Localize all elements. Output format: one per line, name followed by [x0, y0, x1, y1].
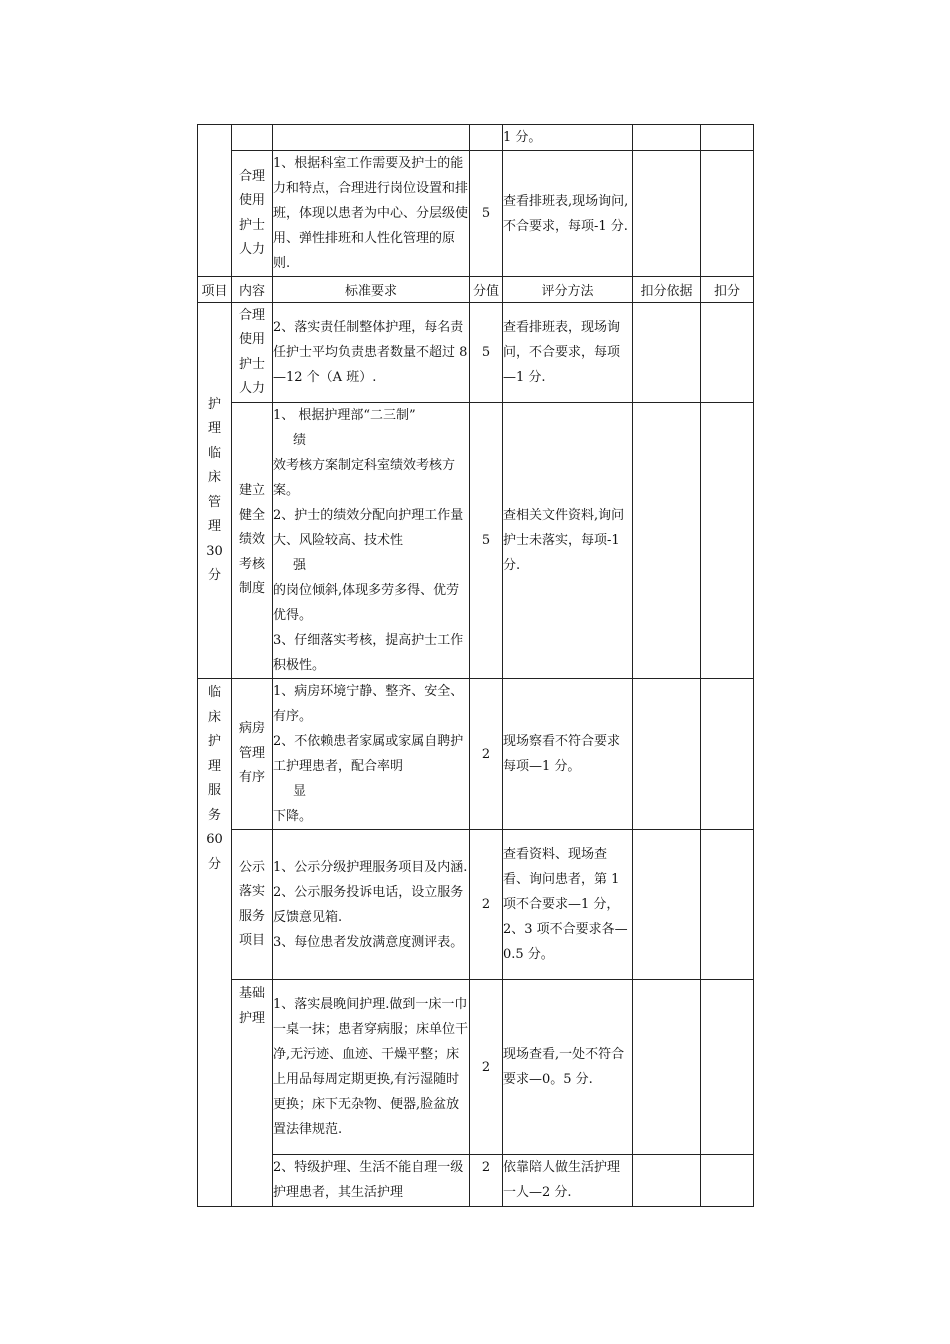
- header-content: 内容: [232, 277, 273, 303]
- row0-content-cell: [232, 125, 273, 151]
- row2-deduction-cell: [701, 303, 754, 403]
- row3-standard-cell: [273, 403, 470, 679]
- section2-l2: 床: [207, 709, 221, 725]
- row4-standard-cell: [273, 679, 470, 830]
- row0-method-cell: [503, 125, 633, 151]
- section2-l6: 务: [207, 807, 221, 823]
- row0-basis-cell: [633, 125, 701, 151]
- section1-l3: 临: [207, 445, 221, 461]
- section2-l1: 临: [207, 685, 221, 700]
- row6-content-l1: 基础: [238, 986, 265, 1001]
- row6-method-text: 现场查看,一处不符合要求—0。5 分.: [503, 1047, 625, 1087]
- row6-content-cell: [232, 980, 273, 1207]
- row3-basis-cell: [633, 403, 701, 679]
- row7-method-cell: [503, 1155, 633, 1207]
- row5-method-text: 查看资料、现场查看、询问患者，第 1 项不合要求—1 分，2、3 项不合要求各—0.5 分。: [503, 847, 628, 962]
- section1-l1: 护: [207, 396, 221, 412]
- row4-method-text: 现场察看不符合要求每项—1 分。: [503, 734, 621, 774]
- row3-deduction-cell: [701, 403, 754, 679]
- row6-standard-cell: [273, 980, 470, 1155]
- header-project: 项目: [198, 277, 232, 303]
- header-standard: 标准要求: [273, 277, 470, 303]
- row4-content-l1: 病房: [238, 721, 265, 737]
- section2-l3: 护: [207, 734, 221, 749]
- row1-basis-cell: [633, 151, 701, 277]
- row2-score-cell: 5: [470, 303, 503, 403]
- row1-method-text: 查看排班表,现场询问,不合要求，每项-1 分.: [503, 193, 629, 234]
- row3-standard-p2: 绩: [293, 433, 307, 448]
- row5-deduction-cell: [701, 830, 754, 980]
- row5-content-l3: 服务: [238, 908, 265, 924]
- row5-content-l1: 公示: [238, 859, 265, 875]
- row2-basis-cell: [633, 303, 701, 403]
- row4-content-cell: [232, 679, 273, 830]
- header-score: 分值: [470, 277, 503, 303]
- section2-l4: 理: [207, 758, 221, 774]
- row2-content-l3: 护士: [238, 356, 265, 372]
- row1-deduction-cell: [701, 151, 754, 277]
- row1-content-l1: 合理: [238, 168, 265, 184]
- header-basis: 扣分依据: [633, 277, 701, 303]
- row3-standard-p3: 效考核方案制定科室绩效考核方案。: [273, 458, 456, 498]
- row3-standard-p1: 1、 根据护理部“二三制”: [273, 408, 416, 423]
- row5-content-l2: 落实: [238, 884, 265, 899]
- row2-content-l1: 合理: [238, 307, 265, 323]
- row5-basis-cell: [633, 830, 701, 980]
- row3-standard-p6: 的岗位倾斜,体现多劳多得、优劳优得。: [273, 583, 460, 623]
- section1-l4: 床: [207, 470, 221, 485]
- row0-score-cell: [470, 125, 503, 151]
- row3-standard-p4: 2、护士的绩效分配向护理工作量大、风险较高、技术性: [273, 508, 464, 548]
- row3-method-text: 查相关文件资料,询问护士未落实，每项-1 分.: [503, 508, 625, 573]
- row6-basis-cell: [633, 980, 701, 1155]
- row5-score-cell: 2: [470, 830, 503, 980]
- row2-content-l2: 使用: [238, 332, 265, 347]
- row1-content-cell: [232, 151, 273, 277]
- section-nursing-management: [198, 303, 232, 679]
- row4-standard-p2: 2、不依赖患者家属或家属自聘护工护理患者，配合率明: [273, 734, 464, 774]
- row3-content-l3: 绩效: [238, 532, 265, 548]
- row4-standard-p1: 1、病房环境宁静、整齐、安全、有序。: [273, 684, 464, 724]
- row4-score-cell: 2: [470, 679, 503, 830]
- row7-method-text: 依靠陪人做生活护理一人—2 分.: [503, 1160, 621, 1200]
- row6-content-l2: 护理: [238, 1010, 265, 1026]
- section1-l5: 管: [207, 494, 221, 510]
- row3-content-l4: 考核: [238, 556, 265, 572]
- row3-content-l2: 健全: [238, 507, 265, 523]
- row5-standard-cell: [273, 830, 470, 980]
- row4-standard-p4: 下降。: [273, 809, 313, 824]
- row4-basis-cell: [633, 679, 701, 830]
- row1-method-cell: [503, 151, 633, 277]
- row2-method-cell: [503, 303, 633, 403]
- row4-content-l2: 管理: [238, 745, 265, 761]
- row2-standard-cell: [273, 303, 470, 403]
- row1-content-l2: 使用: [238, 193, 265, 208]
- row3-score-cell: 5: [470, 403, 503, 679]
- row1-standard-text: 1、根据科室工作需要及护士的能力和特点，合理进行岗位设置和排班，体现以患者为中心、分层级使用、弹性排班和人性化管理的原则.: [273, 156, 469, 271]
- section2-l7: 60: [206, 832, 223, 847]
- row5-method-cell: [503, 830, 633, 980]
- header-deduction: 扣分: [701, 277, 754, 303]
- prev-project-cell: [198, 125, 232, 277]
- row3-standard-p7: 3、仔细落实考核，提高护士工作积极性。: [273, 633, 464, 673]
- row2-standard-text: 2、落实责任制整体护理，每名责任护士平均负责患者数量不超过 8—12 个（A 班）.: [273, 320, 468, 385]
- row0-deduction-cell: [701, 125, 754, 151]
- row5-standard-text: 1、公示分级护理服务项目及内涵. 2、公示服务投诉电话，设立服务反馈意见箱. 3、每位患者发放满意度测评表。: [273, 859, 468, 950]
- row5-content-cell: [232, 830, 273, 980]
- row2-method-text: 查看排班表，现场询问，不合要求，每项—1 分.: [503, 320, 621, 385]
- row4-content-l3: 有序: [238, 770, 265, 786]
- row1-content-l3: 护士: [238, 217, 265, 233]
- row1-content-l4: 人力: [238, 242, 265, 257]
- section2-l8: 分: [207, 856, 221, 872]
- row6-deduction-cell: [701, 980, 754, 1155]
- row7-basis-cell: [633, 1155, 701, 1207]
- row3-standard-p5: 强: [293, 558, 307, 573]
- row7-deduction-cell: [701, 1155, 754, 1207]
- row4-standard-p3: 显: [293, 784, 307, 799]
- row3-content-cell: [232, 403, 273, 679]
- row6-method-cell: [503, 980, 633, 1155]
- row3-content-l5: 制度: [238, 581, 265, 597]
- section2-l5: 服: [207, 783, 221, 798]
- row4-deduction-cell: [701, 679, 754, 830]
- row2-content-l4: 人力: [238, 381, 265, 396]
- assessment-table: [197, 124, 754, 1207]
- row2-content-cell: [232, 303, 273, 403]
- row7-standard-cell: [273, 1155, 470, 1207]
- row7-score-cell: 2: [470, 1155, 503, 1207]
- header-method: 评分方法: [503, 277, 633, 303]
- row3-content-l1: 建立: [238, 483, 265, 499]
- section1-l7: 30: [206, 543, 223, 559]
- section1-l6: 理: [207, 519, 221, 534]
- section1-l2: 理: [207, 421, 221, 436]
- row0-standard-cell: [273, 125, 470, 151]
- row0-method-text: 1 分。: [503, 130, 542, 145]
- row6-standard-text: 1、落实晨晚间护理.做到一床一巾一桌一抹；患者穿病服；床单位干净,无污迹、血迹、干燥平整；床上用品每周定期更换,有污湿随时更换；床下无杂物、便器,脸盆放置法律规范.: [273, 997, 469, 1137]
- section-clinical-service: [198, 679, 232, 1207]
- row4-method-cell: [503, 679, 633, 830]
- row5-content-l4: 项目: [238, 933, 265, 948]
- row7-standard-text: 2、特级护理、生活不能自理一级护理患者，其生活护理: [273, 1160, 464, 1200]
- row6-score-cell: 2: [470, 980, 503, 1155]
- section1-l8: 分: [207, 568, 221, 583]
- row3-method-cell: [503, 403, 633, 679]
- row1-standard-cell: [273, 151, 470, 277]
- row1-score-cell: 5: [470, 151, 503, 277]
